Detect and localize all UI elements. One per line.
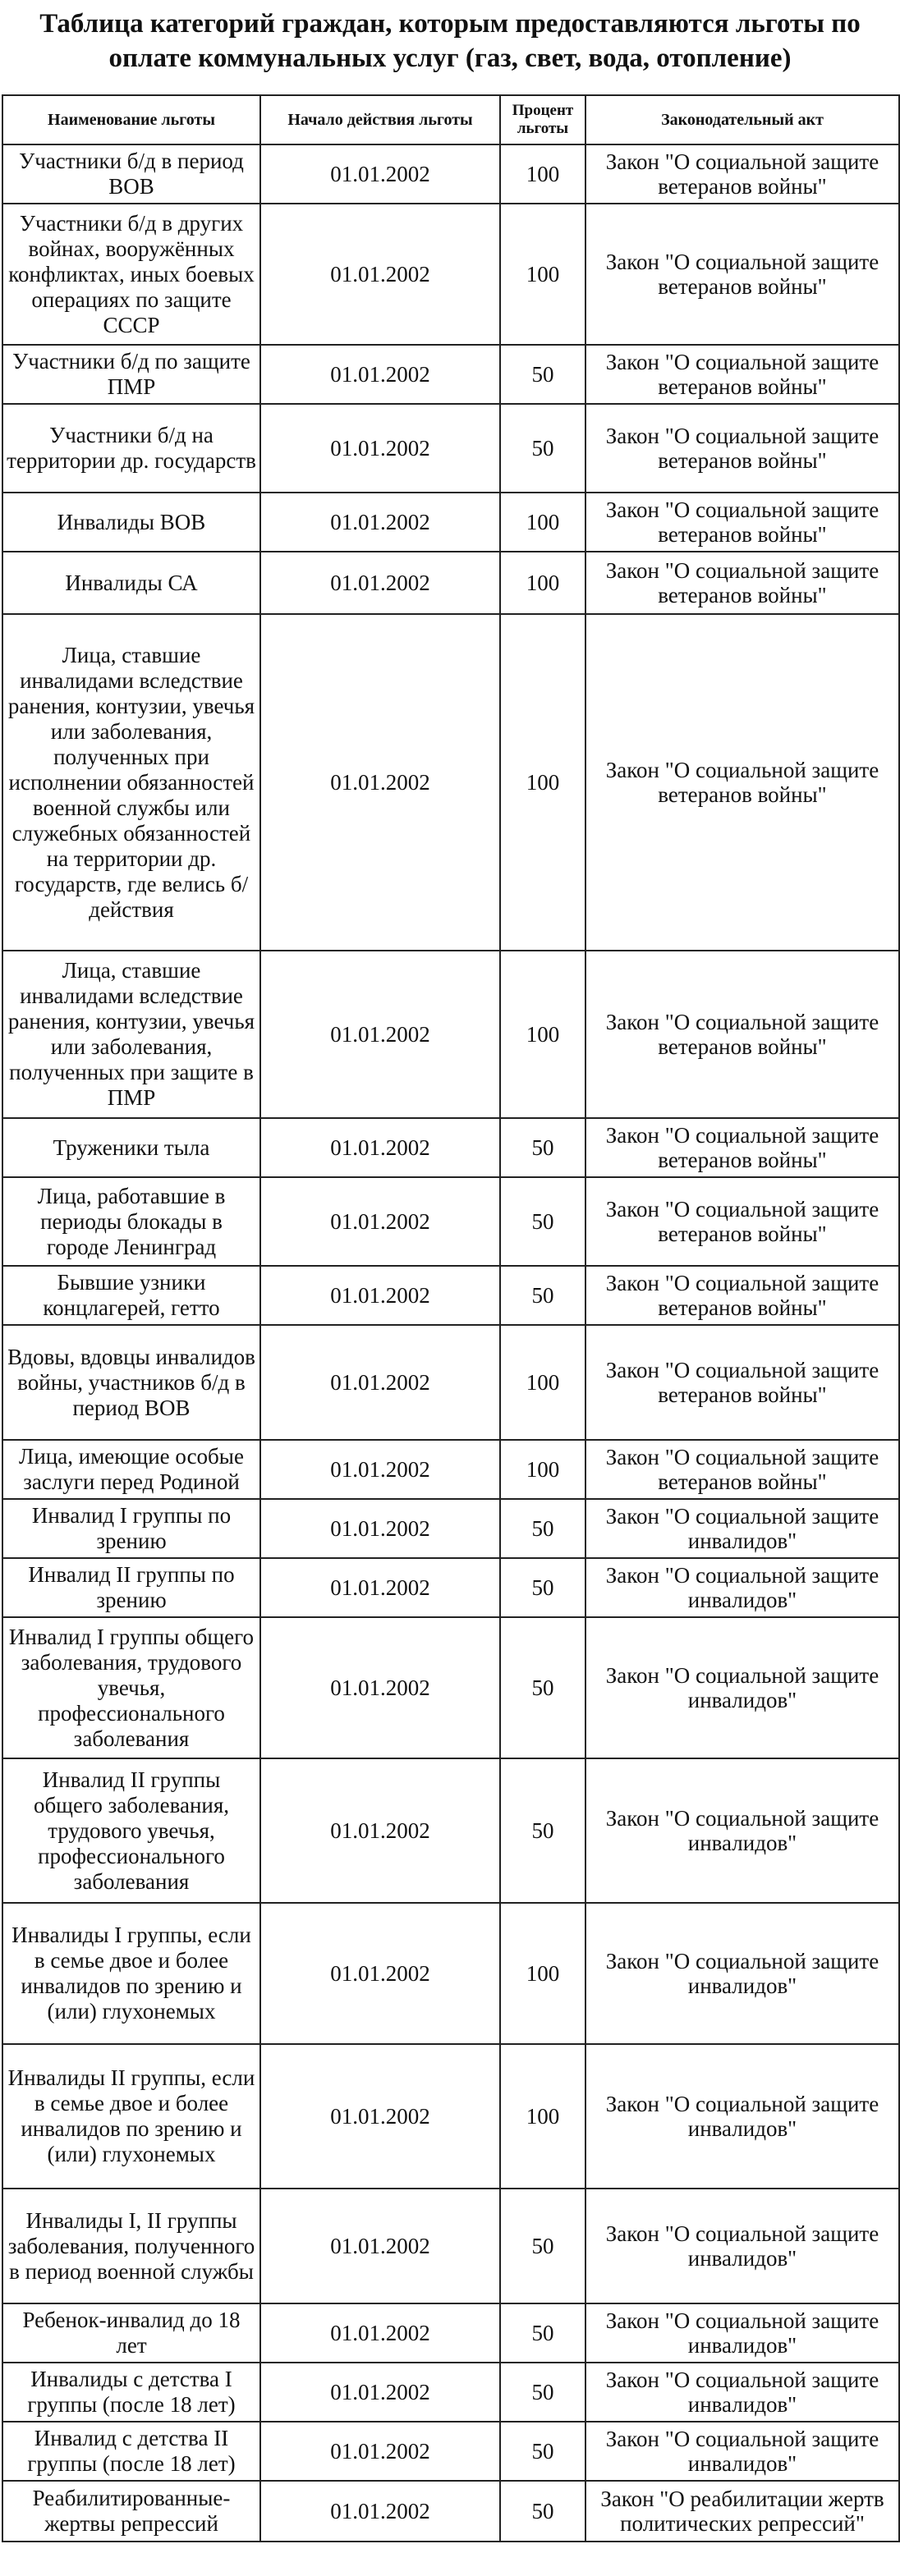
cell-percent: 50 xyxy=(500,1177,585,1266)
table-row xyxy=(2,2189,899,2303)
cell-legislative-act: Закон "О социальной защите инвалидов" xyxy=(585,1499,899,1558)
cell-benefit-name: Инвалид I группы по зрению xyxy=(2,1499,260,1558)
table-row xyxy=(2,1558,899,1617)
cell-benefit-name: Инвалиды ВОВ xyxy=(2,493,260,552)
cell-percent: 100 xyxy=(500,1903,585,2044)
cell-legislative-act: Закон "О социальной защите ветеранов войны" xyxy=(585,1440,899,1499)
cell-benefit-name: Участники б/д в период ВОВ xyxy=(2,144,260,204)
cell-percent: 50 xyxy=(500,1758,585,1903)
cell-benefit-name: Лица, работавшие в периоды блокады в городе Ленинград xyxy=(2,1177,260,1266)
cell-benefit-name: Лица, ставшие инвалидами вследствие ранения, контузии, увечья или заболевания, полученных при защите в ПМР xyxy=(2,951,260,1118)
cell-start-date: 01.01.2002 xyxy=(260,1499,500,1558)
cell-legislative-act: Закон "О социальной защите инвалидов" xyxy=(585,1903,899,2044)
cell-percent: 100 xyxy=(500,1325,585,1440)
table-row xyxy=(2,1499,899,1558)
table-row xyxy=(2,2303,899,2363)
table-row xyxy=(2,2481,899,2542)
cell-percent: 100 xyxy=(500,204,585,345)
cell-legislative-act: Закон "О социальной защите ветеранов войны" xyxy=(585,1177,899,1266)
cell-legislative-act: Закон "О реабилитации жертв политических репрессий" xyxy=(585,2481,899,2542)
cell-percent: 100 xyxy=(500,552,585,614)
cell-benefit-name: Инвалиды II группы, если в семье двое и более инвалидов по зрению и (или) глухонемых xyxy=(2,2044,260,2189)
table-row xyxy=(2,1903,899,2044)
header-percent: Процент льготы xyxy=(500,95,585,144)
cell-legislative-act: Закон "О социальной защите инвалидов" xyxy=(585,2363,899,2422)
table-row xyxy=(2,951,899,1118)
cell-legislative-act: Закон "О социальной защите ветеранов войны" xyxy=(585,1118,899,1177)
cell-start-date: 01.01.2002 xyxy=(260,493,500,552)
cell-legislative-act: Закон "О социальной защите инвалидов" xyxy=(585,2044,899,2189)
cell-benefit-name: Инвалиды с детства I группы (после 18 лет) xyxy=(2,2363,260,2422)
cell-legislative-act: Закон "О социальной защите ветеранов войны" xyxy=(585,552,899,614)
cell-legislative-act: Закон "О социальной защите ветеранов войны" xyxy=(585,493,899,552)
cell-start-date: 01.01.2002 xyxy=(260,1440,500,1499)
cell-benefit-name: Участники б/д по защите ПМР xyxy=(2,345,260,404)
cell-percent: 50 xyxy=(500,345,585,404)
cell-benefit-name: Инвалид I группы общего заболевания, трудового увечья, профессионального заболевания xyxy=(2,1617,260,1758)
cell-percent: 50 xyxy=(500,1558,585,1617)
cell-legislative-act: Закон "О социальной защите ветеранов войны" xyxy=(585,345,899,404)
cell-legislative-act: Закон "О социальной защите ветеранов войны" xyxy=(585,144,899,204)
cell-start-date: 01.01.2002 xyxy=(260,2481,500,2542)
cell-benefit-name: Инвалиды I группы, если в семье двое и более инвалидов по зрению и (или) глухонемых xyxy=(2,1903,260,2044)
table-row xyxy=(2,404,899,493)
cell-legislative-act: Закон "О социальной защите ветеранов войны" xyxy=(585,1266,899,1325)
cell-percent: 100 xyxy=(500,1440,585,1499)
table-header-row xyxy=(2,95,899,144)
table-row xyxy=(2,2422,899,2481)
table-row xyxy=(2,552,899,614)
table-row xyxy=(2,1266,899,1325)
cell-start-date: 01.01.2002 xyxy=(260,2044,500,2189)
cell-legislative-act: Закон "О социальной защите ветеранов войны" xyxy=(585,614,899,951)
cell-benefit-name: Инвалиды СА xyxy=(2,552,260,614)
cell-benefit-name: Участники б/д на территории др. государств xyxy=(2,404,260,493)
cell-benefit-name: Ребенок-инвалид до 18 лет xyxy=(2,2303,260,2363)
table-row xyxy=(2,345,899,404)
cell-benefit-name: Лица, ставшие инвалидами вследствие ранения, контузии, увечья или заболевания, полученных при исполнении обязанностей военной службы или служебных обязанностей на территории др. государств, где велись б/действия xyxy=(2,614,260,951)
header-act: Законодательный акт xyxy=(585,95,899,144)
cell-benefit-name: Инвалид с детства II группы (после 18 лет) xyxy=(2,2422,260,2481)
cell-percent: 50 xyxy=(500,2303,585,2363)
cell-start-date: 01.01.2002 xyxy=(260,1617,500,1758)
cell-benefit-name: Лица, имеющие особые заслуги перед Родиной xyxy=(2,1440,260,1499)
cell-start-date: 01.01.2002 xyxy=(260,2363,500,2422)
cell-benefit-name: Бывшие узники концлагерей, гетто xyxy=(2,1266,260,1325)
cell-percent: 50 xyxy=(500,1617,585,1758)
cell-legislative-act: Закон "О социальной защите ветеранов войны" xyxy=(585,404,899,493)
cell-benefit-name: Труженики тыла xyxy=(2,1118,260,1177)
table-row xyxy=(2,1118,899,1177)
cell-start-date: 01.01.2002 xyxy=(260,1266,500,1325)
table-row xyxy=(2,614,899,951)
cell-legislative-act: Закон "О социальной защите инвалидов" xyxy=(585,1758,899,1903)
cell-start-date: 01.01.2002 xyxy=(260,1118,500,1177)
cell-percent: 100 xyxy=(500,144,585,204)
cell-benefit-name: Инвалид II группы по зрению xyxy=(2,1558,260,1617)
cell-legislative-act: Закон "О социальной защите ветеранов войны" xyxy=(585,204,899,345)
header-start: Начало действия льготы xyxy=(260,95,500,144)
cell-start-date: 01.01.2002 xyxy=(260,2422,500,2481)
cell-percent: 100 xyxy=(500,2044,585,2189)
cell-benefit-name: Участники б/д в других войнах, вооружённых конфликтах, иных боевых операциях по защите СССР xyxy=(2,204,260,345)
benefits-table xyxy=(2,94,900,2542)
table-row xyxy=(2,493,899,552)
cell-percent: 50 xyxy=(500,1118,585,1177)
header-name: Наименование льготы xyxy=(2,95,260,144)
table-row xyxy=(2,144,899,204)
table-row xyxy=(2,1440,899,1499)
cell-start-date: 01.01.2002 xyxy=(260,204,500,345)
cell-percent: 100 xyxy=(500,493,585,552)
cell-start-date: 01.01.2002 xyxy=(260,1325,500,1440)
cell-percent: 100 xyxy=(500,614,585,951)
cell-percent: 50 xyxy=(500,2481,585,2542)
cell-benefit-name: Реабилитированные-жертвы репрессий xyxy=(2,2481,260,2542)
cell-start-date: 01.01.2002 xyxy=(260,144,500,204)
cell-legislative-act: Закон "О социальной защите ветеранов войны" xyxy=(585,1325,899,1440)
cell-legislative-act: Закон "О социальной защите ветеранов войны" xyxy=(585,951,899,1118)
cell-percent: 100 xyxy=(500,951,585,1118)
cell-start-date: 01.01.2002 xyxy=(260,614,500,951)
cell-percent: 50 xyxy=(500,1266,585,1325)
cell-legislative-act: Закон "О социальной защите инвалидов" xyxy=(585,1558,899,1617)
cell-start-date: 01.01.2002 xyxy=(260,552,500,614)
cell-legislative-act: Закон "О социальной защите инвалидов" xyxy=(585,1617,899,1758)
table-body xyxy=(2,144,899,2542)
cell-start-date: 01.01.2002 xyxy=(260,1758,500,1903)
cell-benefit-name: Вдовы, вдовцы инвалидов войны, участников б/д в период ВОВ xyxy=(2,1325,260,1440)
cell-percent: 50 xyxy=(500,1499,585,1558)
table-row xyxy=(2,1758,899,1903)
cell-start-date: 01.01.2002 xyxy=(260,2189,500,2303)
table-row xyxy=(2,2363,899,2422)
cell-benefit-name: Инвалиды I, II группы заболевания, полученного в период военной службы xyxy=(2,2189,260,2303)
cell-start-date: 01.01.2002 xyxy=(260,2303,500,2363)
table-row xyxy=(2,2044,899,2189)
cell-start-date: 01.01.2002 xyxy=(260,404,500,493)
cell-start-date: 01.01.2002 xyxy=(260,951,500,1118)
table-row xyxy=(2,204,899,345)
table-row xyxy=(2,1177,899,1266)
cell-percent: 50 xyxy=(500,404,585,493)
cell-benefit-name: Инвалид II группы общего заболевания, трудового увечья, профессионального заболевания xyxy=(2,1758,260,1903)
cell-percent: 50 xyxy=(500,2189,585,2303)
document-title: Таблица категорий граждан, которым предоставляются льготы по оплате коммунальных услуг (газ, свет, вода, отопление) xyxy=(39,9,861,73)
cell-legislative-act: Закон "О социальной защите инвалидов" xyxy=(585,2422,899,2481)
cell-legislative-act: Закон "О социальной защите инвалидов" xyxy=(585,2189,899,2303)
cell-start-date: 01.01.2002 xyxy=(260,1177,500,1266)
cell-start-date: 01.01.2002 xyxy=(260,345,500,404)
table-row xyxy=(2,1617,899,1758)
table-row xyxy=(2,1325,899,1440)
cell-legislative-act: Закон "О социальной защите инвалидов" xyxy=(585,2303,899,2363)
cell-start-date: 01.01.2002 xyxy=(260,1558,500,1617)
cell-percent: 50 xyxy=(500,2422,585,2481)
cell-percent: 50 xyxy=(500,2363,585,2422)
cell-start-date: 01.01.2002 xyxy=(260,1903,500,2044)
